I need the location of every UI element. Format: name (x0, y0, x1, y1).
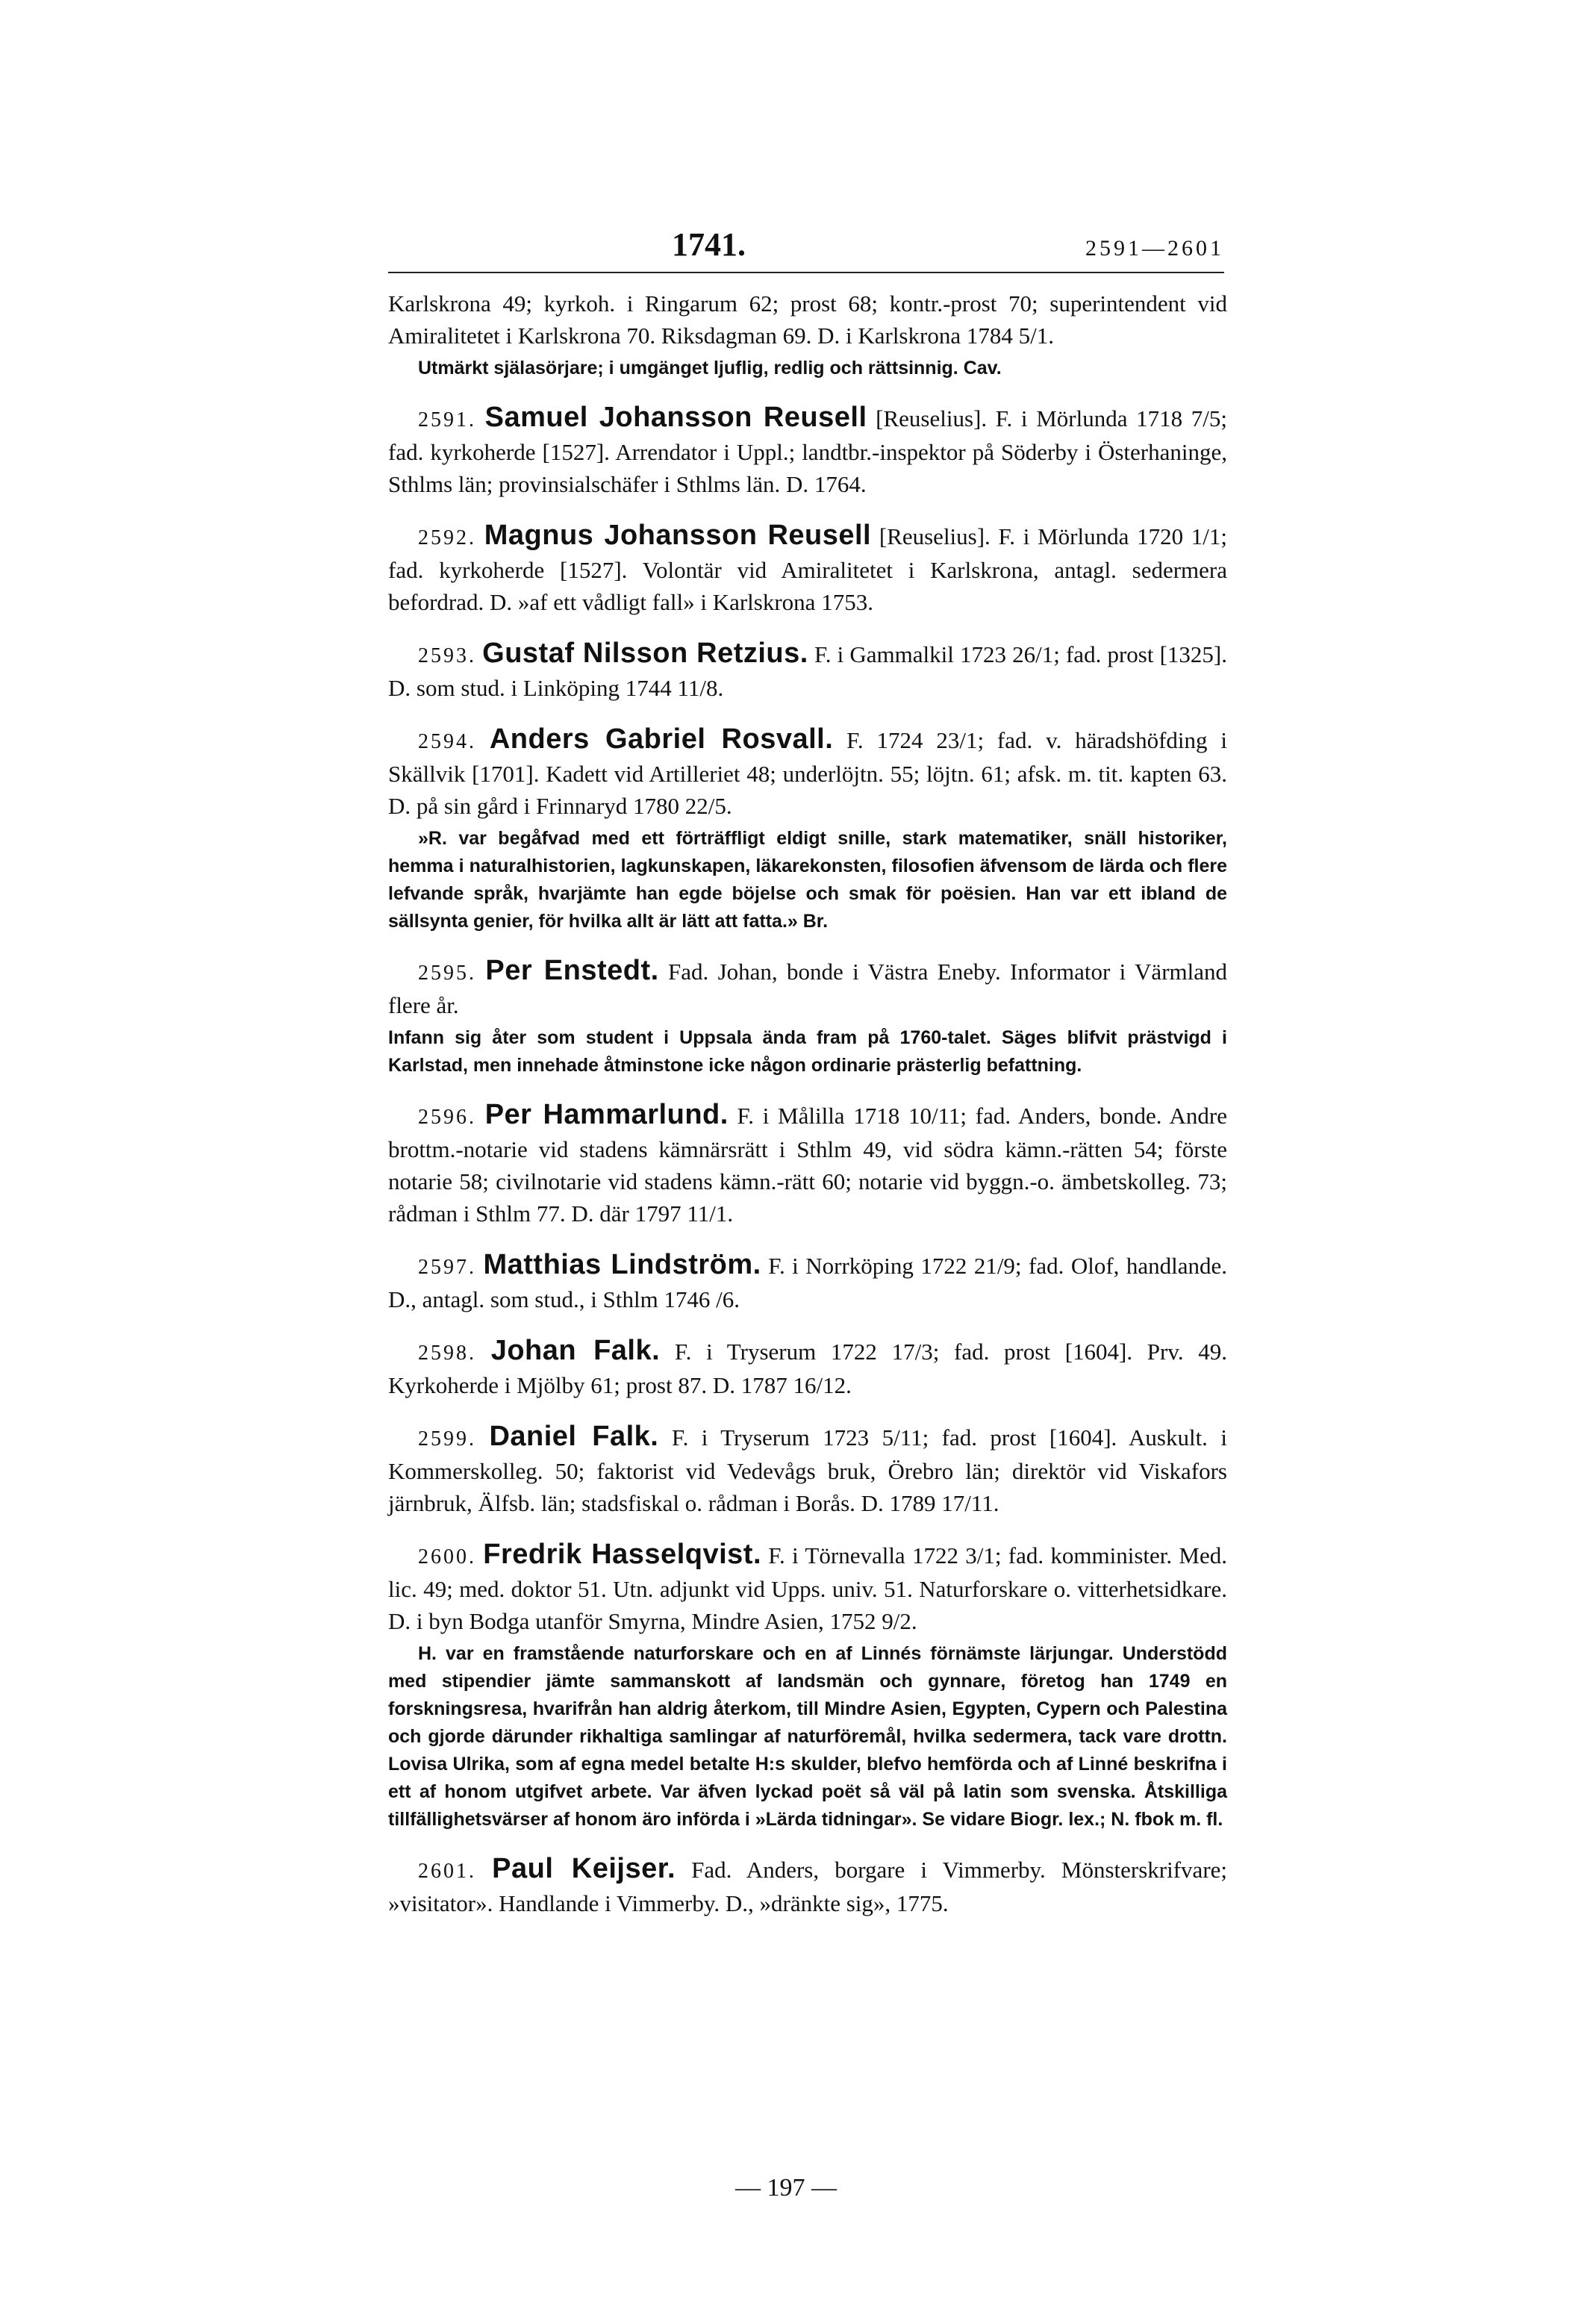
entry-2592 (388, 520, 1227, 618)
intro-note: Utmärkt själasörjare; i umgänget ljuflig, redlig och rättsinnig. Cav. (418, 358, 1002, 378)
entry-number: 2593. (418, 644, 476, 667)
entry-name: Paul Keijser. (492, 1853, 676, 1884)
header-year: 1741. (672, 226, 746, 263)
entry-name: Johan Falk. (490, 1335, 661, 1366)
entry-text: F. 1724 23/1; fad. v. häradshöfding i Skällvik [1701]. Kadett vid Artilleriet 48; underlöjtn. 55; löjtn. 61; afsk. m. tit. kapten 63. D. på sin gård i Frinnaryd 1780 22/5. (388, 727, 1228, 819)
intro-continuation: Karlskrona 49; kyrkoh. i Ringarum 62; prost 68; kontr.-prost 70; superintendent vid Amiralitetet i Karlskrona 70. Riksdagman 69. D. i Karlskrona 1784 5/1. (388, 290, 1227, 349)
entry-2595-note: Infann sig åter som student i Uppsala ända fram på 1760-talet. Säges blifvit prästvigd i Karlstad, men innehade åtminstone icke någon ordinarie prästerlig befattning. (388, 1027, 1227, 1076)
page-header (388, 224, 1224, 284)
entry-2594-note: »R. var begåfvad med ett förträffligt eldigt snille, stark matematiker, snäll historiker, hemma i naturalhistorien, lagkunskapen, läkarekonsten, filosofien äfvensom de lärda och flere lefvande språk, hvarjämte han egde böjelse och smak för poësien. Han var ett ibland de sällsynta genier, för hvilka allt är lätt att fatta.» Br. (388, 828, 1227, 932)
entry-name: Fredrik Hasselqvist. (483, 1539, 761, 1570)
entry-name: Samuel Johansson Reusell (484, 402, 867, 433)
entry-text: [Reuselius]. F. i Mörlunda 1718 7/5; fad. kyrkoherde [1527]. Arrendator i Uppl.; landtbr.-inspektor på Söderby i Österhaninge, Sthlms län; provinsialschäfer i Sthlms län. D. 1764. (388, 405, 1227, 497)
entry-name: Anders Gabriel Rosvall. (489, 723, 834, 755)
entry-number: 2601. (418, 1860, 476, 1883)
entry-text: F. i Norrköping 1722 21/9; fad. Olof, handlande. D., antagl. som stud., i Sthlm 1746 /6. (388, 1253, 1227, 1312)
header-rule (388, 272, 1224, 273)
entry-2596 (388, 1099, 1227, 1230)
entry-2601 (388, 1853, 1227, 1919)
entry-number: 2596. (418, 1106, 476, 1129)
entry-2594 (388, 723, 1227, 822)
entry-name: Per Enstedt. (485, 955, 659, 986)
entry-number: 2598. (418, 1342, 476, 1365)
entry-text: F. i Målilla 1718 10/11; fad. Anders, bonde. Andre brottm.-notarie vid stadens kämnärsrätt i Sthlm 49, vid södra kämn.-rätten 54; förste notarie 58; civilnotarie vid stadens kämn.-rätt 60; notarie vid byggn.-o. ämbetskolleg. 73; rådman i Sthlm 77. D. där 1797 11/1. (388, 1103, 1228, 1227)
entry-2600 (388, 1539, 1227, 1637)
entry-number: 2599. (418, 1427, 476, 1451)
entry-text: Fad. Anders, borgare i Vimmerby. Mönsterskrifvare; »visitator». Handlande i Vimmerby. D., »dränkte sig», 1775. (388, 1857, 1228, 1916)
entry-number: 2595. (418, 962, 476, 985)
entry-number: 2592. (418, 526, 476, 549)
entry-text: F. i Tryserum 1723 5/11; fad. prost [1604]. Auskult. i Kommerskolleg. 50; faktorist vid Vedevågs bruk, Örebro län; direktör vid Viskafors järnbruk, Älfsb. län; stadsfiskal o. rådman i Borås. D. 1789 17/11. (388, 1424, 1228, 1516)
entry-name: Gustaf Nilsson Retzius. (482, 638, 808, 669)
entry-2593 (388, 638, 1227, 704)
entry-name: Per Hammarlund. (484, 1099, 729, 1130)
entry-text: F. i Gammalkil 1723 26/1; fad. prost [1325]. D. som stud. i Linköping 1744 11/8. (388, 641, 1227, 701)
page-number: — 197 — (735, 2174, 837, 2202)
entry-number: 2597. (418, 1256, 476, 1279)
entry-name: Daniel Falk. (489, 1421, 659, 1452)
entry-2598 (388, 1335, 1227, 1401)
entry-2595 (388, 955, 1227, 1021)
entry-name: Matthias Lindström. (483, 1249, 761, 1280)
entry-2597 (388, 1249, 1227, 1315)
entry-text: Fad. Johan, bonde i Västra Eneby. Informator i Värmland flere år. (388, 959, 1228, 1018)
main-text (388, 287, 1227, 1919)
entry-number: 2591. (418, 408, 476, 432)
entry-number: 2594. (418, 730, 476, 753)
header-entry-range: 2591—2601 (1085, 236, 1224, 261)
entry-text: [Reuselius]. F. i Mörlunda 1720 1/1; fad. kyrkoherde [1527]. Volontär vid Amiralitetet i Karlskrona, antagl. sedermera befordrad. D. »af ett vådligt fall» i Karlskrona 1753. (388, 523, 1228, 615)
entry-number: 2600. (418, 1545, 476, 1568)
entry-2591 (388, 402, 1227, 500)
entry-text: F. i Tryserum 1722 17/3; fad. prost [1604]. Prv. 49. Kyrkoherde i Mjölby 61; prost 87. D. 1787 16/12. (388, 1339, 1228, 1398)
entry-2600-note: H. var en framstående naturforskare och en af Linnés förnämste lärjungar. Understödd med stipendier jämte sammanskott af landsmän och gynnare, företog han 1749 en forskningsresa, hvarifrån han aldrig återkom, till Mindre Asien, Egypten, Cypern och Palestina och gjorde därunder rikhaltiga samlingar af naturföremål, hvilka sedermera, tack vare drottn. Lovisa Ulrika, som af egna medel betalte H:s skulder, blefvo hemförda och af Linné beskrifna i ett af honom utgifvet arbete. Var äfven lyckad poët så väl på latin som svenska. Åtskilliga tillfällighetsvärser af honom äro införda i »Lärda tidningar». Se vidare Biogr. lex.; N. fbok m. fl. (388, 1643, 1227, 1830)
entry-text: F. i Törnevalla 1722 3/1; fad. komminister. Med. lic. 49; med. doktor 51. Utn. adjunkt vid Upps. univ. 51. Naturforskare o. vitterhetsidkare. D. i byn Bodga utanför Smyrna, Mindre Asien, 1752 9/2. (388, 1542, 1228, 1634)
entry-name: Magnus Johansson Reusell (484, 520, 872, 551)
entry-2599 (388, 1421, 1227, 1519)
